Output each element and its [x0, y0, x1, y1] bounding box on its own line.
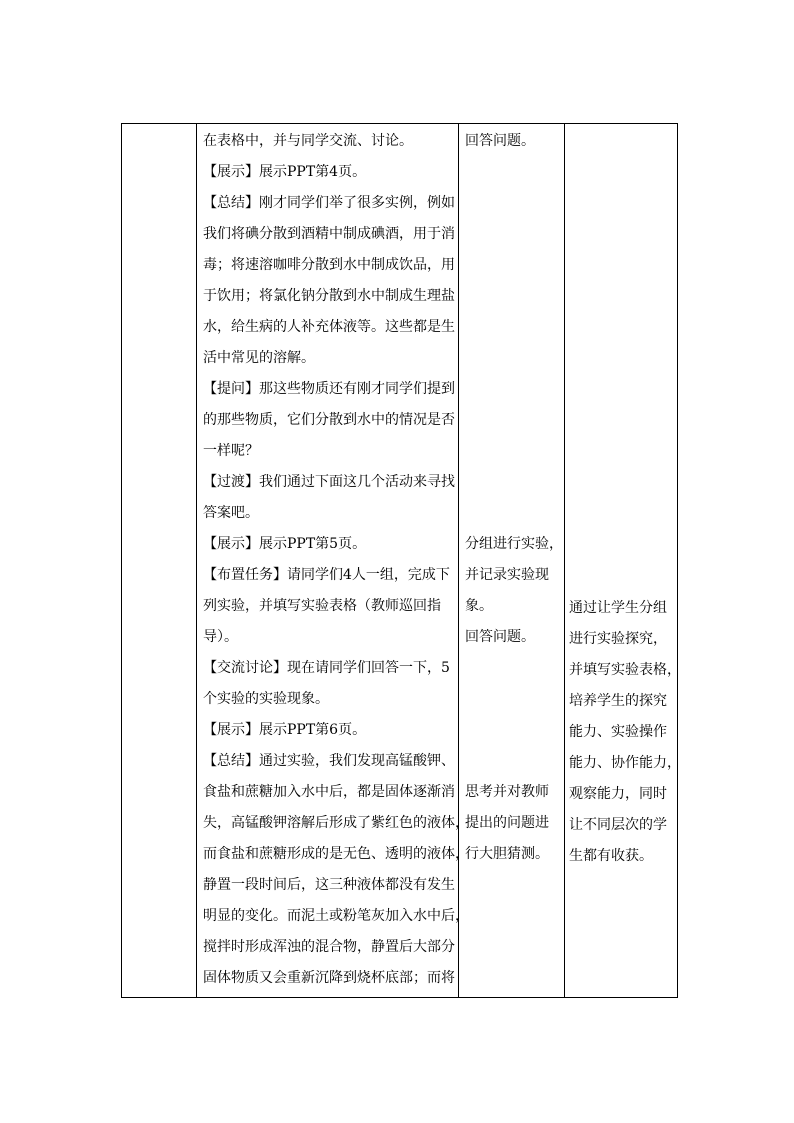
- procedure-line: 静置一段时间后，这三种液体都没有发生: [203, 877, 455, 893]
- procedure-line: 【展示】展示PPT第5页。: [203, 536, 367, 552]
- procedure-line: 列实验，并填写实验表格（教师巡回指: [203, 598, 441, 614]
- procedure-line: 个实验的实验现象。: [203, 691, 329, 707]
- procedure-line: 【总结】通过实验，我们发现高锰酸钾、: [203, 753, 455, 769]
- procedure-line: 【提问】那这些物质还有刚才同学们提到: [203, 381, 455, 397]
- design-intent-line: 进行实验探究，: [569, 631, 667, 647]
- procedure-line: 【交流讨论】现在请同学们回答一下，5: [203, 660, 450, 676]
- procedure-line: 【过渡】我们通过下面这几个活动来寻找: [203, 474, 455, 490]
- procedure-line: 明显的变化。而泥土或粉笔灰加入水中后，: [203, 908, 469, 924]
- procedure-line: 一样呢？: [203, 443, 259, 459]
- student-experiment-text: 分组进行实验，: [465, 536, 563, 552]
- design-intent-line: 能力、实验操作: [569, 724, 667, 740]
- student-experiment-text: 象。: [465, 598, 493, 614]
- column-divider: [458, 124, 459, 997]
- procedure-line: 水，给生病的人补充体液等。这些都是生: [203, 319, 455, 335]
- teacher-activity-cell: [203, 124, 469, 994]
- procedure-line: 我们将碘分散到酒精中制成碘酒，用于消: [203, 226, 455, 242]
- procedure-line: 固体物质又会重新沉降到烧杯底部；而将: [203, 970, 455, 986]
- procedure-line: 答案吧。: [203, 505, 259, 521]
- lesson-plan-table: [121, 123, 681, 998]
- procedure-line: 【总结】刚才同学们举了很多实例，例如: [203, 195, 455, 211]
- procedure-line: 导）。: [203, 629, 238, 645]
- design-intent-line: 生都有收获。: [569, 848, 653, 864]
- column-divider: [196, 124, 197, 997]
- design-intent-line: 观察能力，同时: [569, 786, 667, 802]
- student-think-text: 思考并对教师: [465, 784, 549, 800]
- student-answer-text: 回答问题。: [465, 629, 535, 645]
- design-intent-line: 并填写实验表格，: [569, 662, 681, 678]
- student-think-text: 提出的问题进: [465, 815, 549, 831]
- procedure-line: 【展示】展示PPT第4页。: [203, 164, 367, 180]
- design-intent-line: 通过让学生分组: [569, 600, 667, 616]
- procedure-line: 【展示】展示PPT第6页。: [203, 722, 367, 738]
- procedure-line: 于饮用；将氯化钠分散到水中制成生理盐: [203, 288, 455, 304]
- student-think-text: 行大胆猜测。: [465, 846, 549, 862]
- procedure-line: 食盐和蔗糖加入水中后，都是固体逐渐消: [203, 784, 455, 800]
- student-experiment-text: 并记录实验现: [465, 567, 549, 583]
- procedure-line: 毒；将速溶咖啡分散到水中制成饮品，用: [203, 257, 455, 273]
- procedure-line: 活中常见的溶解。: [203, 350, 315, 366]
- procedure-line: 的那些物质，它们分散到水中的情况是否: [203, 412, 455, 428]
- design-intent-line: 让不同层次的学: [569, 817, 667, 833]
- design-intent-cell: [569, 124, 681, 872]
- student-activity-cell: [465, 124, 565, 870]
- procedure-line: 而食盐和蔗糖形成的是无色、透明的液体，: [203, 846, 469, 862]
- procedure-line: 在表格中，并与同学交流、讨论。: [203, 133, 413, 149]
- design-intent-line: 培养学生的探究: [569, 693, 667, 709]
- design-intent-line: 能力、协作能力，: [569, 755, 681, 771]
- procedure-line: 失，高锰酸钾溶解后形成了紫红色的液体，: [203, 815, 469, 831]
- procedure-line: 搅拌时形成浑浊的混合物，静置后大部分: [203, 939, 455, 955]
- student-answer-text: 回答问题。: [465, 133, 535, 149]
- procedure-line: 【布置任务】请同学们4人一组，完成下: [203, 567, 450, 583]
